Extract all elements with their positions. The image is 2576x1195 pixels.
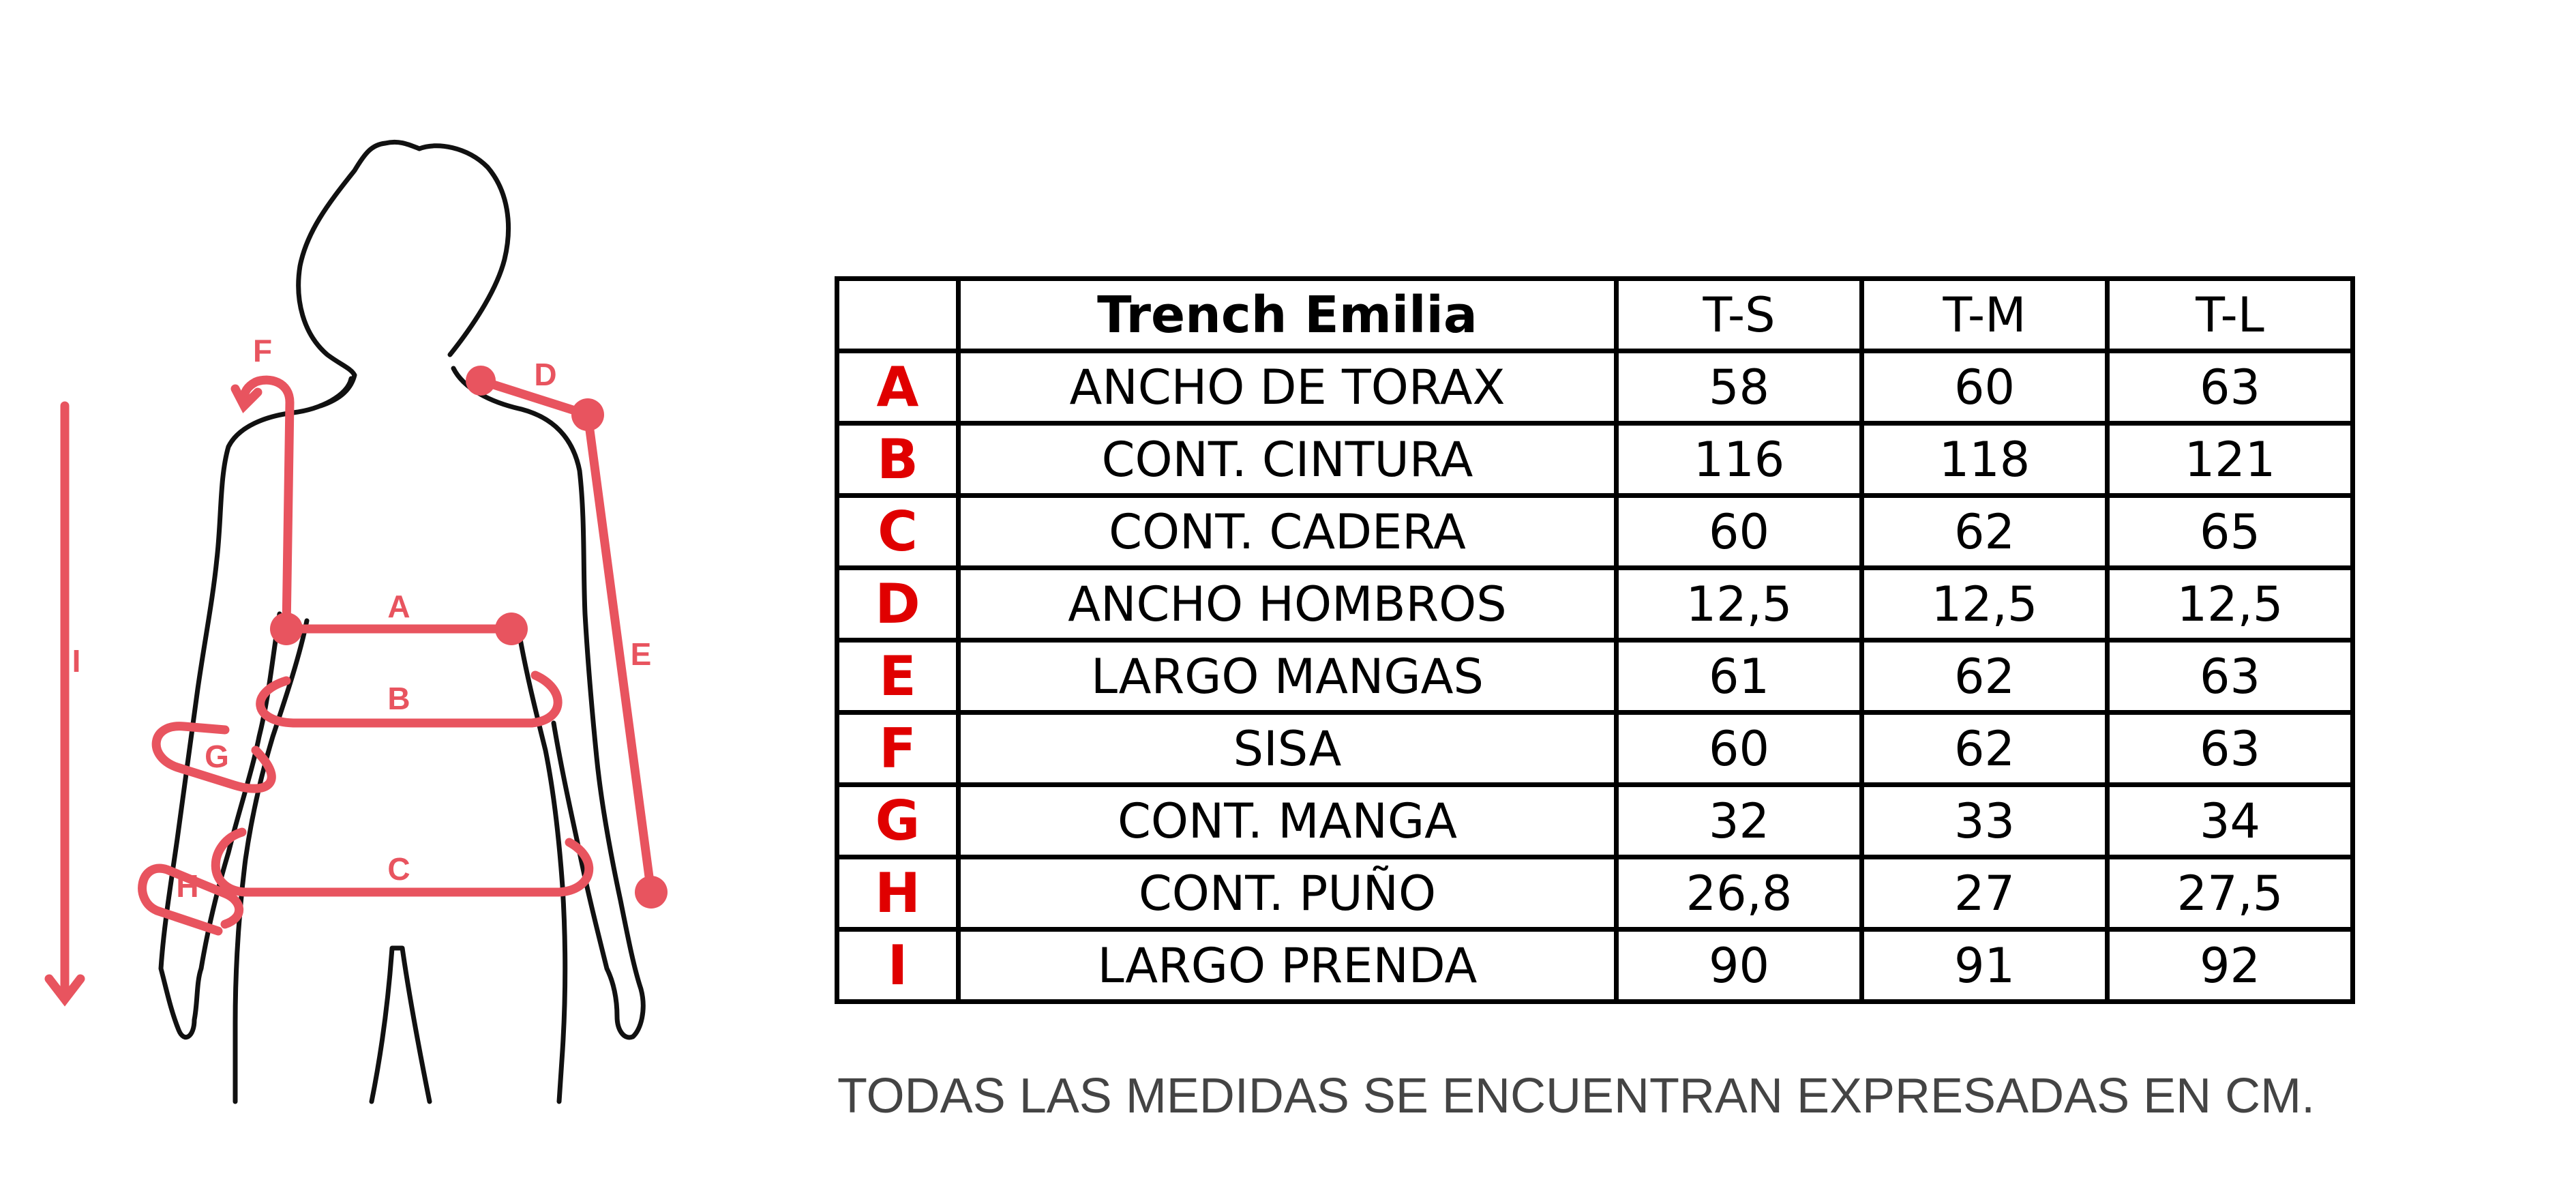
measurement-name: CONT. CADERA [959,496,1617,568]
product-name: Trench Emilia [959,279,1617,351]
guide-label-e: E [630,636,652,672]
guide-label-f: F [252,333,273,368]
table-row [837,496,2353,568]
row-letter: B [837,424,959,496]
guide-a-right-dot [495,613,528,645]
right-body-outline [453,368,643,1037]
value-m: 27 [1862,857,2108,930]
size-chart-table [835,276,2355,1004]
value-m: 91 [1862,930,2108,1002]
guide-label-c: C [387,851,410,887]
value-l: 65 [2108,496,2353,568]
row-letter: C [837,496,959,568]
value-l: 63 [2108,351,2353,424]
measurement-guides [49,380,651,999]
value-l: 63 [2108,713,2353,785]
table-row [837,713,2353,785]
row-letter: D [837,568,959,640]
value-l: 92 [2108,930,2353,1002]
guide-e-end-dot [635,876,668,909]
value-m: 62 [1862,496,2108,568]
measurement-name: CONT. CINTURA [959,424,1617,496]
measurement-name: LARGO MANGAS [959,640,1617,713]
measurement-name: ANCHO HOMBROS [959,568,1617,640]
measurement-name: LARGO PRENDA [959,930,1617,1002]
size-header-s: T-S [1617,279,1862,351]
units-footnote: TODAS LAS MEDIDAS SE ENCUENTRAN EXPRESADAS EN CM. [837,1069,2316,1123]
table-row [837,785,2353,857]
value-l: 12,5 [2108,568,2353,640]
guide-label-i: I [72,643,81,679]
header-empty-cell [837,279,959,351]
body-measurement-diagram [0,0,818,1195]
value-l: 34 [2108,785,2353,857]
value-s: 58 [1617,351,1862,424]
row-letter: H [837,857,959,930]
value-s: 26,8 [1617,857,1862,930]
row-letter: E [837,640,959,713]
measurement-name: CONT. MANGA [959,785,1617,857]
value-s: 116 [1617,424,1862,496]
row-letter: I [837,930,959,1002]
row-letter: F [837,713,959,785]
table-row [837,857,2353,930]
value-s: 61 [1617,640,1862,713]
value-m: 12,5 [1862,568,2108,640]
guide-d-end-dot [571,398,604,431]
guide-a-left-dot [270,613,303,645]
table-row [837,351,2353,424]
value-s: 90 [1617,930,1862,1002]
table-row [837,930,2353,1002]
guide-label-g: G [205,739,229,774]
value-m: 60 [1862,351,2108,424]
value-s: 60 [1617,713,1862,785]
value-l: 63 [2108,640,2353,713]
guide-label-a: A [387,589,410,624]
value-l: 27,5 [2108,857,2353,930]
value-m: 62 [1862,640,2108,713]
guide-label-b: B [387,681,410,716]
measurement-name: SISA [959,713,1617,785]
size-header-m: T-M [1862,279,2108,351]
guide-label-h: H [176,868,199,904]
table-header-row [837,279,2353,351]
guide-d-start-dot [466,366,496,396]
table-row [837,640,2353,713]
row-letter: A [837,351,959,424]
guide-label-d: D [534,357,557,392]
table-row [837,568,2353,640]
value-l: 121 [2108,424,2353,496]
value-m: 118 [1862,424,2108,496]
measurement-name: ANCHO DE TORAX [959,351,1617,424]
size-header-l: T-L [2108,279,2353,351]
table-row [837,424,2353,496]
left-body-outline [161,379,351,1037]
value-s: 60 [1617,496,1862,568]
measurement-name: CONT. PUÑO [959,857,1617,930]
guide-labels [72,333,652,904]
row-letter: G [837,785,959,857]
value-s: 12,5 [1617,568,1862,640]
value-m: 62 [1862,713,2108,785]
value-m: 33 [1862,785,2108,857]
value-s: 32 [1617,785,1862,857]
legs-outline [372,948,430,1102]
